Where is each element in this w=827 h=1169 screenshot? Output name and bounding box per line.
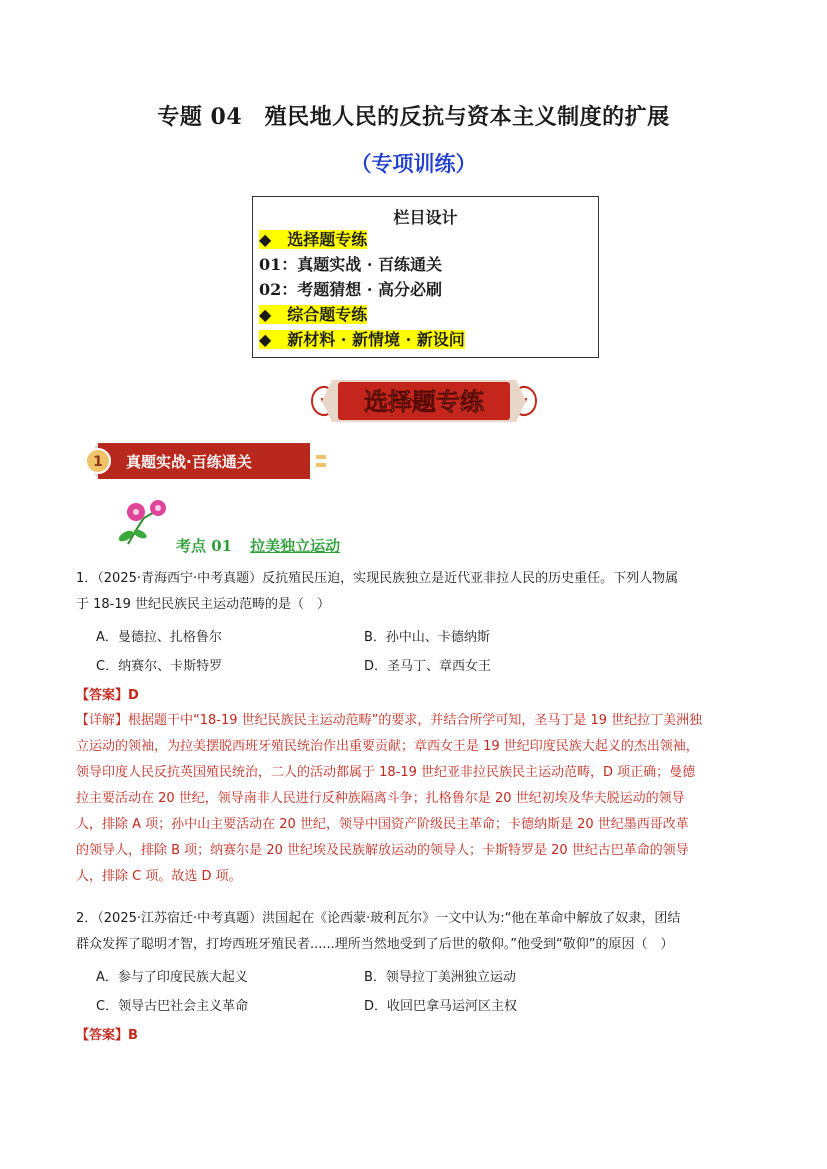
kaodian-topic: 拉美独立运动 <box>250 537 341 555</box>
section-number: 1 <box>93 454 103 470</box>
question-2-option-a: A．参与了印度民族大起义 <box>96 970 248 985</box>
toc-item-choice-practice: ◆ 选择题专练 <box>259 230 368 249</box>
question-1-detail <box>76 708 756 890</box>
toc-item-real-exam: 01：真题实战 · 百练通关 <box>259 255 442 274</box>
banner-ornament-icon <box>304 372 544 430</box>
question-2-option-b: B．领导拉丁美洲独立运动 <box>364 970 516 985</box>
kaodian-heading <box>176 535 340 556</box>
question-2-option-d: D．收回巴拿马运河区主权 <box>364 999 518 1014</box>
question-2 <box>76 906 756 958</box>
page-title: 专题 04 殖民地人民的反抗与资本主义制度的扩展 <box>157 104 670 130</box>
choice-practice-banner <box>304 372 544 430</box>
page-subtitle: （专项训练） <box>350 151 477 176</box>
detail-line: 领导印度人民反抗英国殖民统治，二人的活动都属于 18-19 世纪亚非拉民族民主运动范畴，D 项正确；曼德 <box>76 765 696 780</box>
question-2-answer: 【答案】B <box>76 1028 138 1043</box>
flower-icon <box>114 496 172 548</box>
detail-line: 拉主要活动在 20 世纪，领导南非人民进行反种族隔离斗争；扎格鲁尔是 20 世纪初埃及华夫脱运动的领导 <box>76 791 685 806</box>
banner-text: 选择题专练 <box>364 388 484 416</box>
question-1-option-c: C．纳赛尔、卡斯特罗 <box>96 659 223 674</box>
detail-line: 【详解】根据题干中“18-19 世纪民族民主运动范畴”的要求，并结合所学可知，圣马丁是 19 世纪拉丁美洲独 <box>76 713 703 728</box>
question-1-option-b: B．孙中山、卡德纳斯 <box>364 630 490 645</box>
toc-heading: 栏目设计 <box>393 208 458 227</box>
detail-line: 人，排除 A 项；孙中山主要活动在 20 世纪，领导中国资产阶级民主革命；卡德纳斯是 20 世纪墨西哥改革 <box>76 817 689 832</box>
detail-line: 人，排除 C 项。故选 D 项。 <box>76 869 242 884</box>
detail-line: 的领导人，排除 B 项；纳赛尔是 20 世纪埃及民族解放运动的领导人；卡斯特罗是 20 世纪古巴革命的领导 <box>76 843 689 858</box>
section-tag <box>84 441 334 481</box>
question-1-stem-line2: 于 18-19 世纪民族民主运动范畴的是（ ） <box>76 597 331 612</box>
kaodian-label: 考点 01 <box>176 537 233 555</box>
question-1-stem-line1: 1．（2025·青海西宁·中考真题）反抗殖民压迫，实现民族独立是近代亚非拉人民的历史重任。下列人物属 <box>76 571 679 586</box>
question-1-option-a: A．曼德拉、扎格鲁尔 <box>96 630 222 645</box>
section-tag-text: 真题实战·百练通关 <box>126 453 252 471</box>
detail-line: 立运动的领袖，为拉美摆脱西班牙殖民统治作出重要贡献；章西女王是 19 世纪印度民族大起义的杰出领袖， <box>76 739 699 754</box>
column-design-box <box>252 196 599 358</box>
question-1 <box>76 566 756 618</box>
question-2-option-c: C．领导古巴社会主义革命 <box>96 999 249 1014</box>
toc-item-exam-guess: 02：考题猜想 · 高分必刷 <box>259 280 442 299</box>
question-1-answer: 【答案】D <box>76 688 139 703</box>
toc-item-new-material: ◆ 新材料 · 新情境 · 新设问 <box>259 330 465 349</box>
question-2-stem-line2: 群众发挥了聪明才智，打垮西班牙殖民者......理所当然地受到了后世的敬仰。”他受到“敬仰”的原因（ ） <box>76 937 674 952</box>
question-2-stem-line1: 2．（2025·江苏宿迁·中考真题）洪国起在《论西蒙·玻利瓦尔》一文中认为:“他在革命中解放了奴隶，团结 <box>76 911 681 926</box>
toc-item-comprehensive-practice: ◆ 综合题专练 <box>259 305 368 324</box>
question-1-option-d: D．圣马丁、章西女王 <box>364 659 492 674</box>
